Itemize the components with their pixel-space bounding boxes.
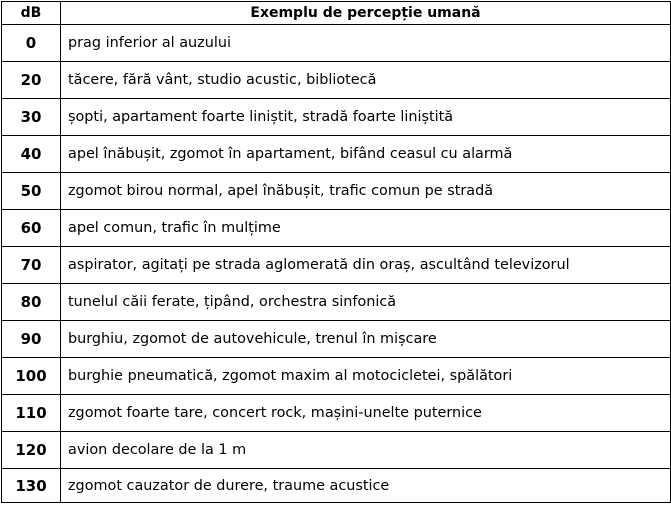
table-row [2, 99, 671, 136]
db-value: 80 [2, 284, 61, 321]
perception-example: zgomot cauzator de durere, traume acustice [61, 469, 671, 503]
db-value: 30 [2, 99, 61, 136]
decibel-table [1, 1, 671, 503]
perception-example: tăcere, fără vânt, studio acustic, bibliotecă [61, 62, 671, 99]
table-row [2, 210, 671, 247]
perception-example: apel înăbușit, zgomot în apartament, bifând ceasul cu alarmă [61, 136, 671, 173]
table-row [2, 358, 671, 395]
table-row [2, 173, 671, 210]
perception-example: șopti, apartament foarte liniștit, stradă foarte liniștită [61, 99, 671, 136]
table-header-row [2, 2, 671, 25]
table-row [2, 321, 671, 358]
db-value: 120 [2, 432, 61, 469]
header-example: Exemplu de percepție umană [61, 2, 671, 25]
table-row [2, 25, 671, 62]
db-value: 20 [2, 62, 61, 99]
perception-example: burghie pneumatică, zgomot maxim al motocicletei, spălători [61, 358, 671, 395]
header-db: dB [2, 2, 61, 25]
db-value: 90 [2, 321, 61, 358]
table-row [2, 432, 671, 469]
db-value: 110 [2, 395, 61, 432]
db-value: 50 [2, 173, 61, 210]
db-value: 40 [2, 136, 61, 173]
perception-example: burghiu, zgomot de autovehicule, trenul în mișcare [61, 321, 671, 358]
db-value: 0 [2, 25, 61, 62]
perception-example: tunelul căii ferate, țipând, orchestra sinfonică [61, 284, 671, 321]
perception-example: zgomot foarte tare, concert rock, mașini-unelte puternice [61, 395, 671, 432]
table-row [2, 395, 671, 432]
table-row [2, 62, 671, 99]
perception-example: zgomot birou normal, apel înăbușit, trafic comun pe stradă [61, 173, 671, 210]
perception-example: prag inferior al auzului [61, 25, 671, 62]
table-row [2, 247, 671, 284]
perception-example: avion decolare de la 1 m [61, 432, 671, 469]
db-value: 70 [2, 247, 61, 284]
table-row [2, 469, 671, 503]
perception-example: aspirator, agitați pe strada aglomerată din oraș, ascultând televizorul [61, 247, 671, 284]
table-row [2, 284, 671, 321]
db-value: 60 [2, 210, 61, 247]
table-row [2, 136, 671, 173]
perception-example: apel comun, trafic în mulțime [61, 210, 671, 247]
db-value: 130 [2, 469, 61, 503]
db-value: 100 [2, 358, 61, 395]
